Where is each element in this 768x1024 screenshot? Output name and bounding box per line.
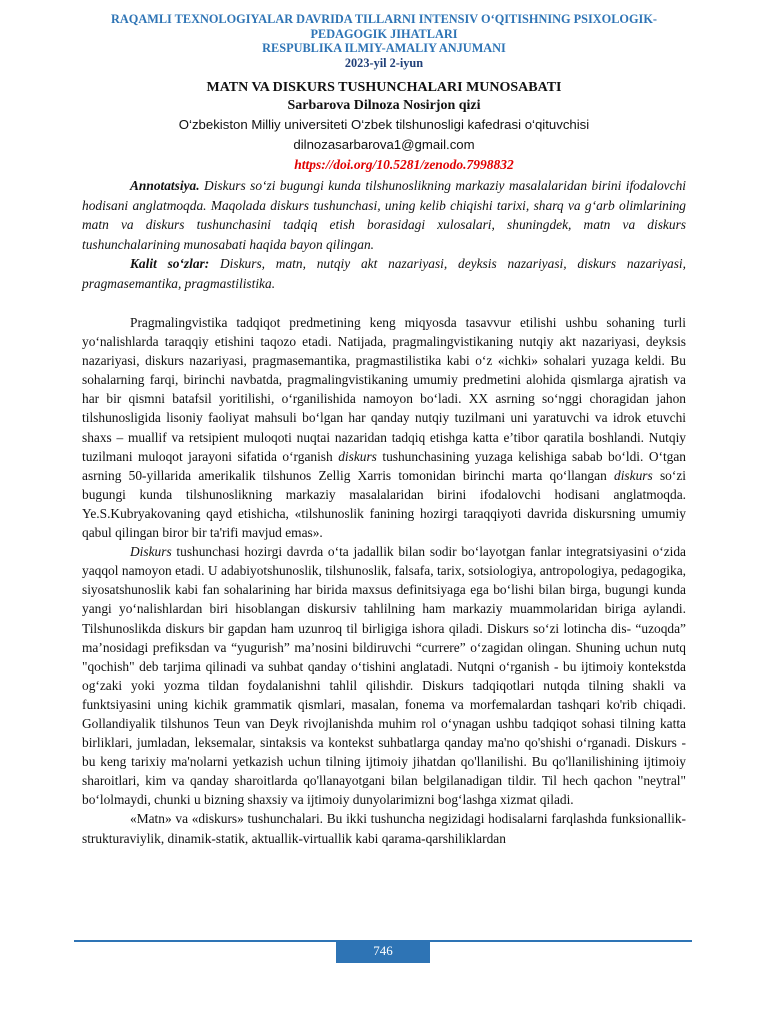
keywords-label: Kalit so‘zlar: <box>130 256 210 271</box>
paragraph-1 <box>82 313 686 542</box>
paragraph-3: «Matn» va «diskurs» tushunchalari. Bu ikki tushuncha negizidagi hodisalarni farqlashda funksionallik-strukturaviylik, dinamik-statik, aktuallik-virtuallik kabi qarama-qarshiliklardan <box>82 811 686 846</box>
term-diskurs: Diskurs <box>130 544 172 560</box>
keywords <box>82 254 686 293</box>
doi-link[interactable]: https://doi.org/10.5281/zenodo.7998832 <box>294 157 514 172</box>
keywords-text: Diskurs, matn, nutqiy akt nazariyasi, deyksis nazariyasi, diskurs nazariyasi, pragmasemantika, pragmastilistika. <box>82 256 686 291</box>
conference-date: 2023-yil 2-iyun <box>344 55 424 70</box>
conference-title-line-3: RESPUBLIKA ILMIY-AMALIY ANJUMANI <box>262 41 506 56</box>
abstract <box>82 176 686 254</box>
conference-title-line-1: RAQAMLI TEXNOLOGIYALAR DAVRIDA TILLARNI INTENSIV O‘QITISHNING PSIXOLOGIK- <box>111 12 657 26</box>
page-number: 746 <box>336 941 430 963</box>
abstract-label: Annotatsiya. <box>130 178 200 193</box>
paragraph-1-part-b: tushunchasining yuzaga kelishiga sabab bo‘ldi. O‘tgan asrning 50-yillarida amerikalik tilshunos Zellig Xarris tomonidan birinchi marta qo‘llangan <box>82 448 687 483</box>
abstract-block <box>82 176 686 293</box>
paragraph-1-part-c: so‘zi bugungi kunda tilshunoslikning markaziy masalalaridan birini ifodalovchi hodisani anglatmoqda. Ye.S.Kubryakovaning qayd etishicha, «tilshunoslik fanining hozirgi taraqqiyoti davrida diskursning umumiy qabul qilingan biror bir ta'rifi mavjud emas». <box>82 467 686 541</box>
paper-title: MATN VA DISKURS TUSHUNCHALARI MUNOSABATI <box>206 80 562 95</box>
term-diskurs: diskurs <box>614 467 653 483</box>
author-email[interactable]: dilnozasarbarova1@gmail.com <box>293 137 475 152</box>
body-text <box>82 313 686 848</box>
author-name: Sarbarova Dilnoza Nosirjon qizi <box>287 98 481 113</box>
paragraph-2 <box>82 542 686 809</box>
paragraph-2-text: tushunchasi hozirgi davrda o‘ta jadallik bilan sodir bo‘layotgan fanlar integratsiyasini o‘zida yaqqol namoyon etadi. U adabiyotshunoslik, tilshunoslik, falsafa, tarix, sotsiologiya, antropologiya, pedagogika, siyosatshunoslik kabi fan sohalarining har birida maxsus definitsiyaga ega bo‘lishi bilan birga, bugungi kunda yangi yo‘nalishlardan biri hisoblangan diskursiv tahlilning ham markaziy muammolaridan biriga aylandi. Tilshunoslikda diskurs bir gapdan ham uzunroq til birligiga ishora qiladi. Diskurs so‘zi lotincha dis- “uzoqda” ma’nosidagi prefiksdan va “yugurish” ma’nosini bildiruvchi “currere” o‘zagidan olingan. Shuning uchun nutq "qochish" deb tarjima qilinadi va suhbat qanday o‘tishini anglatadi. Nutqni o‘rganish - bu ijtimoiy kontekstda og‘zaki yoki yozma tildan foydalanishni tahlil qilishdir. Diskurs tadqiqotlari nutqda tilning shakli va funktsiyasini uning kichik grammatik qismlari, masalan, fonema va morfemalardan tashqari ko'rib chiqadi. Gollandiyalik tilshunos Teun van Deyk rivojlanishda muhim rol o‘ynagan ushbu tadqiqot sohasi tilning katta birliklari, jumladan, leksemalar, sintaksis va kontekst suhbatlarga qanday ma'no qo'shishi o‘rganadi. Diskurs - bu keng tarixiy ma'nolarni yetkazish uchun tilning ijtimoiy jihatdan qo'llanilishi. Bu qo'llanilishining ijtimoiy sharoitlari, kim va qanday sharoitlarda qo'llanayotgani bilan belgilanadigan tildir. Til hech qachon "neytral" bo‘lolmaydi, chunki u bizning shaxsiy va ijtimoiy dunyolarimizni bog‘lashga xizmat qiladi. <box>82 544 686 808</box>
conference-title-line-2: PEDAGOGIK JIHATLARI <box>310 26 458 41</box>
abstract-text: Diskurs so‘zi bugungi kunda tilshunoslikning markaziy masalalaridan birini ifodalovchi hodisani anglatmoqda. Maqolada diskurs tushunchasi, uning kelib chiqishi tarixi, sharq va g‘arb olimlarining matn va diskurs tushunchasini tadqiq etish borasidagi xulosalari, shuningdek, matn va diskurs tushunchalarining munosabati haqida bayon qilingan. <box>82 178 686 252</box>
title-block <box>80 79 688 175</box>
conference-header <box>60 12 708 70</box>
paragraph-1-part-a: Pragmalingvistika tadqiqot predmetining keng miqyosda tasavvur etilishi ushbu sohaning turli yo‘nalishlarda taraqqiy etishini taqozo etadi. Natijada, pragmalingvistikaning nutqiy akt nazariyasi, deyksis nazariyasi, diskurs nazariyasi, pragmasemantika, pragmastilistika kabi o‘z «ichki» sohalari yuzaga keldi. Bu sohalarning farqi, birinchi navbatda, pragmalingvistikaning umumiy predmetini alohida qismlarga ajratish va har bir qismni batafsil yoritilishi, o‘rganilishida namoyon bo‘ladi. XX asrning so‘nggi choragidan jahon tilshunosligida lisoniy faoliyat mahsuli bo‘lgan har qanday nutqiy tuzilmani uni yaratuvchi va idrok etuvchi shaxs – muallif va retsipient muloqoti nuqtai nazaridan tadqiq etishga katta e’tibor qaratila boshlandi. Nutqiy tuzilmani muloqot jarayoni sifatida o‘rganish <box>82 315 686 464</box>
term-diskurs: diskurs <box>338 448 377 464</box>
author-affiliation: O‘zbekiston Milliy universiteti O‘zbek tilshunosligi kafedrasi o‘qituvchisi <box>178 117 590 132</box>
